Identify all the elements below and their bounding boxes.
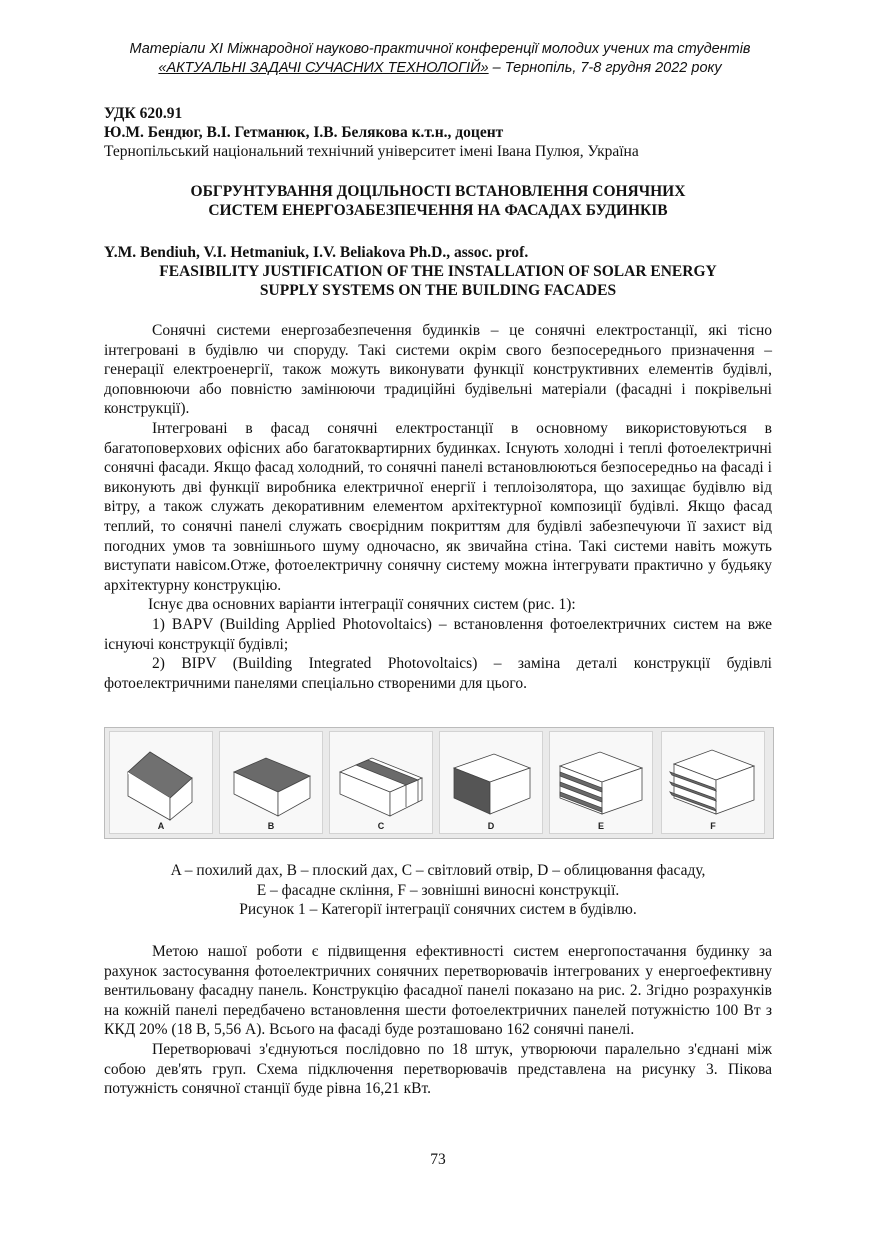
figure-legend — [104, 861, 772, 920]
article-meta — [104, 104, 784, 161]
figure-solar-integration — [104, 727, 774, 839]
facade-cladding-house-icon — [440, 732, 542, 833]
body-text-top — [104, 321, 772, 693]
list-item-bipv: 2) BIPV (Building Integrated Photovoltaics) – заміна деталі конструкції будівлі фотоелектричними панелями спеціально створеними для цього. — [104, 655, 772, 692]
authors-en: Y.M. Bendiuh, V.I. Hetmaniuk, I.V. Beliakova Ph.D., assoc. prof. — [104, 244, 529, 261]
title-en-line-2: SUPPLY SYSTEMS ON THE BUILDING FACADES — [259, 282, 617, 299]
header-line-1: Матеріали XI Міжнародної науково-практичної конференції молодих учених та студентів — [129, 41, 751, 57]
title-uk-line-1: ОБГРУНТУВАННЯ ДОЦІЛЬНОСТІ ВСТАНОВЛЕННЯ СОНЯЧНИХ — [190, 183, 686, 200]
skylight-house-icon — [330, 732, 432, 833]
conference-place-date: – Тернопіль, 7-8 грудня 2022 року — [488, 60, 722, 76]
title-uk — [104, 182, 772, 220]
panel-label: F — [710, 821, 716, 831]
panel-label: D — [487, 821, 495, 831]
page-number: 73 — [430, 1151, 446, 1168]
panel-a-pitched-roof — [109, 731, 213, 834]
header-line-2 — [100, 59, 780, 78]
paragraph: Метою нашої роботи є підвищення ефективності систем енергопостачання будинку за рахунок застосування фотоелектричних сонячних перетворювачів інтегрованих у енергоефективну вентильовану фасадну панель. Конструкцію фасадної панелі показано на рис. 2. Згідно розрахунків на кожній панелі передбачено встановлення шести фотоелектричних панелей потужністю 100 Вт з ККД 20% (18 В, 5,56 А). Всього на фасаді буде розташовано 162 сонячні панелі. — [104, 943, 772, 1039]
paragraph: Існує два основних варіанти інтеграції сонячних систем (рис. 1): — [148, 596, 576, 614]
figure-legend-line-1: A – похилий дах, B – плоский дах, C – світловий отвір, D – облицювання фасаду, — [170, 862, 706, 879]
paragraph: Сонячні системи енергозабезпечення будинків – це сонячні електростанції, які тісно інтегровані в будівлю чи споруду. Такі системи окрім свого безпосереднього призначення – генерації електроенергії, також можуть виконувати функції конструктивних елементів будівлі, доповнюючи або повністю замінюючи традиційні будівельні матеріали (фасадні і покрівельні конструкції). — [104, 322, 772, 418]
body-text-bottom — [104, 942, 772, 1099]
conference-name: «АКТУАЛЬНІ ЗАДАЧІ СУЧАСНИХ ТЕХНОЛОГІЙ» — [158, 60, 489, 76]
panel-b-flat-roof — [219, 731, 323, 834]
external-structures-house-icon — [662, 732, 764, 833]
figure-legend-line-2: E – фасадне скління, F – зовнішні виносні конструкції. — [256, 881, 620, 899]
title-en-line-1: FEASIBILITY JUSTIFICATION OF THE INSTALLATION OF SOLAR ENERGY — [159, 263, 717, 280]
panel-label: A — [157, 821, 165, 831]
panel-label: C — [377, 821, 385, 831]
pitched-roof-house-icon — [110, 732, 212, 833]
title-uk-line-2: СИСТЕМ ЕНЕРГОЗАБЕЗПЕЧЕННЯ НА ФАСАДАХ БУДИНКІВ — [208, 202, 668, 219]
panel-label: E — [597, 821, 604, 831]
affiliation: Тернопільський національний технічний університет імені Івана Пулюя, Україна — [104, 143, 639, 160]
udc-code: УДК 620.91 — [104, 105, 183, 122]
list-item-bapv: 1) BAPV (Building Applied Photovoltaics) – встановлення фотоелектричних систем на вже існуючі конструкції будівлі; — [104, 615, 772, 653]
paragraph: Перетворювачі з'єднуються послідовно по 18 штук, утворюючи паралельно з'єднані між собою дев'ять груп. Схема підключення перетворювачів представлена на рисунку 3. Пікова потужність сонячної станції буде рівна 16,21 кВт. — [104, 1040, 772, 1098]
panel-label: B — [267, 821, 275, 831]
panel-f-external-structures — [661, 731, 765, 834]
figure-caption: Рисунок 1 – Категорії інтеграції сонячних систем в будівлю. — [239, 901, 637, 919]
running-header — [100, 40, 780, 78]
title-en — [104, 262, 772, 300]
panel-c-skylight — [329, 731, 433, 834]
panel-e-facade-glazing — [549, 731, 653, 834]
flat-roof-house-icon — [220, 732, 322, 833]
facade-glazing-house-icon — [550, 732, 652, 833]
authors-uk: Ю.М. Бендюг, В.І. Гетманюк, І.В. Белякова к.т.н., доцент — [104, 124, 504, 141]
paragraph: Інтегровані в фасад сонячні електростанції в основному використовуються в багатоповерхових офісних або багатоквартирних будинках. Існують холодні і теплі фотоелектричні сонячні фасади. Якщо фасад холодний, то сонячні панелі встановлюються безпосередньо на фасаді і виконують дві функції виробника електричної енергії і теплоізолятора, що захищає будівлю від вітру, а також служать декоративним елементом архітектурної композиції будівлі. Якщо фасад теплий, то сонячні панелі служать своєрідним покриттям для будівлі забезпечуючи її захист від погодних умов та зовнішнього шуму одночасно, як звичайна стіна. Такі системи навіть можуть виступати навісом.Отже, фотоелектричну сонячну систему можна інтегрувати практично у будьяку архітектурну конструкцію. — [104, 419, 772, 594]
panel-d-facade-cladding — [439, 731, 543, 834]
